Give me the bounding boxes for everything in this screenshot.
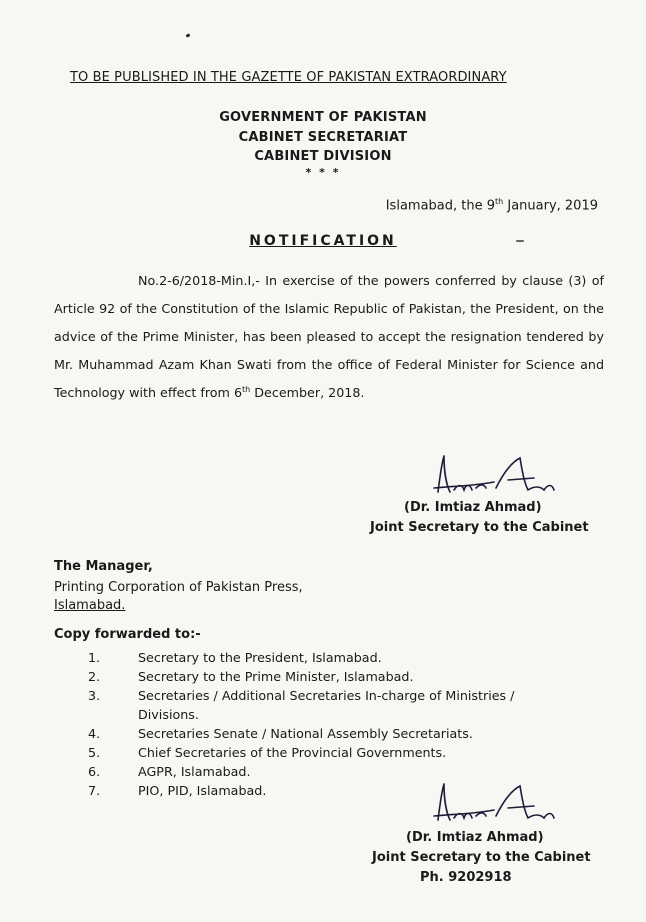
list-number: 7. xyxy=(88,783,101,798)
government-title: GOVERNMENT OF PAKISTAN xyxy=(219,110,427,125)
division-title: CABINET DIVISION xyxy=(254,149,392,164)
list-text: Chief Secretaries of the Provincial Governments. xyxy=(138,745,447,760)
body-text-end: December, 2018. xyxy=(250,385,365,400)
signer-designation: Joint Secretary to the Cabinet xyxy=(370,520,589,535)
signer-name: (Dr. Imtiaz Ahmad) xyxy=(404,500,542,515)
list-number: 3. xyxy=(88,688,101,703)
list-number: 1. xyxy=(88,650,101,665)
gazette-heading: TO BE PUBLISHED IN THE GAZETTE OF PAKISTAN EXTRAORDINARY xyxy=(70,70,507,85)
dateline-suffix: January, 2019 xyxy=(503,198,598,214)
notification-title: NOTIFICATION xyxy=(249,233,397,249)
list-text: Secretaries / Additional Secretaries In-charge of Ministries / Divisions. xyxy=(138,688,515,722)
signature-1 xyxy=(424,452,564,500)
list-item xyxy=(88,648,568,667)
list-item xyxy=(88,667,568,686)
secretariat-title: CABINET SECRETARIAT xyxy=(238,130,408,145)
list-text: Secretaries Senate / National Assembly Secretariats. xyxy=(138,726,473,741)
signer-name: (Dr. Imtiaz Ahmad) xyxy=(406,830,544,845)
list-text: Secretary to the President, Islamabad. xyxy=(138,650,382,665)
list-item xyxy=(88,724,568,743)
list-number: 4. xyxy=(88,726,101,741)
header-stars: * * * xyxy=(305,166,341,179)
addressee-line-2: Printing Corporation of Pakistan Press, xyxy=(54,580,303,595)
addressee-line-1: The Manager, xyxy=(54,559,153,574)
signer-designation: Joint Secretary to the Cabinet xyxy=(372,850,591,865)
body-text: No.2-6/2018-Min.I,- In exercise of the powers conferred by clause (3) of Article 92 of the Constitution of the Islamic Republic of Pakistan, the President, on the advice of the Prime Minister, has been pleased to accept the resignation tendered by Mr. Muhammad Azam Khan Swati from the office of Federal Minister for Science and Technology with effect from 6 xyxy=(54,273,604,400)
list-text: PIO, PID, Islamabad. xyxy=(138,783,267,798)
dateline-sup: th xyxy=(495,197,504,206)
list-item xyxy=(88,686,568,724)
signer-phone: Ph. 9202918 xyxy=(420,870,512,885)
addressee-line-3: Islamabad. xyxy=(54,598,126,613)
copy-forwarded-label: Copy forwarded to:- xyxy=(54,627,201,642)
signature-2 xyxy=(424,778,564,826)
ink-mark xyxy=(186,33,191,38)
list-text: AGPR, Islamabad. xyxy=(138,764,251,779)
list-text: Secretary to the Prime Minister, Islamabad. xyxy=(138,669,414,684)
list-item xyxy=(88,743,568,762)
list-number: 6. xyxy=(88,764,101,779)
list-number: 5. xyxy=(88,745,101,760)
notification-body xyxy=(54,267,604,407)
dateline xyxy=(386,197,598,213)
dateline-prefix: Islamabad, the 9 xyxy=(385,198,496,214)
list-number: 2. xyxy=(88,669,101,684)
body-sup: th xyxy=(242,384,251,394)
